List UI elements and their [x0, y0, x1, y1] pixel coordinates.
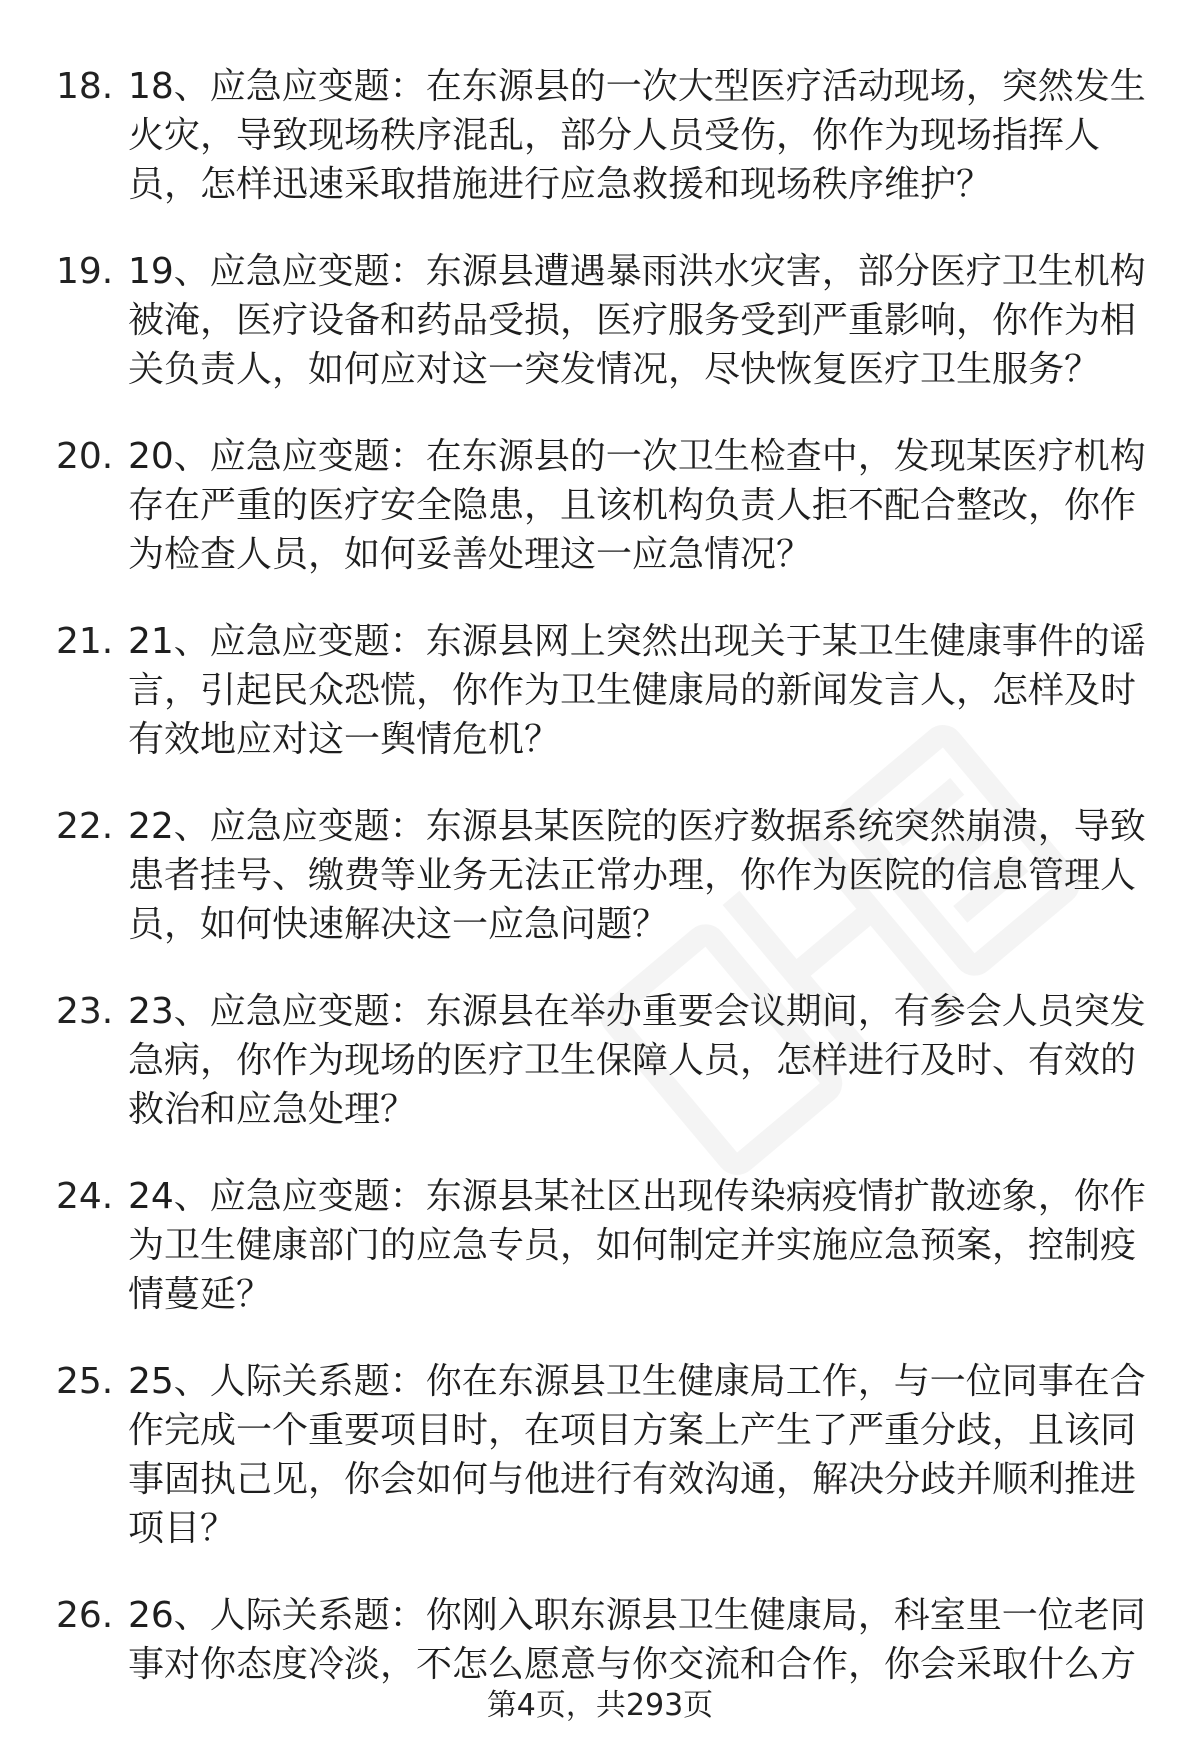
list-item-21 — [56, 617, 1156, 764]
question-text: 23、应急应变题：东源县在举办重要会议期间，有参会人员突发急病，你作为现场的医疗卫生保障人员，怎样进行及时、有效的救治和应急处理？ — [128, 991, 1146, 1130]
question-text: 18、应急应变题：在东源县的一次大型医疗活动现场，突然发生火灾，导致现场秩序混乱，部分人员受伤，你作为现场指挥人员，怎样迅速采取措施进行应急救援和现场秩序维护？ — [128, 66, 1146, 205]
list-item-24 — [56, 1172, 1156, 1319]
question-text: 20、应急应变题：在东源县的一次卫生检查中，发现某医疗机构存在严重的医疗安全隐患，且该机构负责人拒不配合整改，你作为检查人员，如何妥善处理这一应急情况？ — [128, 436, 1146, 575]
item-number: 19. — [56, 251, 114, 292]
item-number: 23. — [56, 991, 114, 1032]
question-text: 21、应急应变题：东源县网上突然出现关于某卫生健康事件的谣言，引起民众恐慌，你作为卫生健康局的新闻发言人，怎样及时有效地应对这一舆情危机？ — [128, 621, 1146, 760]
item-number: 26. — [56, 1595, 114, 1636]
list-item-26 — [56, 1591, 1156, 1689]
list-item-20 — [56, 432, 1156, 579]
item-number: 25. — [56, 1361, 114, 1402]
list-item-23 — [56, 987, 1156, 1134]
page-footer: 第4页，共293页 — [486, 1688, 714, 1723]
item-number: 18. — [56, 66, 114, 107]
question-text: 25、人际关系题：你在东源县卫生健康局工作，与一位同事在合作完成一个重要项目时，在项目方案上产生了严重分歧，且该同事固执己见，你会如何与他进行有效沟通，解决分歧并顺利推进项目？ — [128, 1361, 1146, 1549]
item-number: 20. — [56, 436, 114, 477]
list-item-19 — [56, 247, 1156, 394]
question-list — [56, 62, 1156, 1727]
question-text: 24、应急应变题：东源县某社区出现传染病疫情扩散迹象，你作为卫生健康部门的应急专员，如何制定并实施应急预案，控制疫情蔓延？ — [128, 1176, 1146, 1315]
list-item-18 — [56, 62, 1156, 209]
item-number: 22. — [56, 806, 114, 847]
list-item-22 — [56, 802, 1156, 949]
question-text: 26、人际关系题：你刚入职东源县卫生健康局，科室里一位老同事对你态度冷淡，不怎么愿意与你交流和合作，你会采取什么方 — [128, 1595, 1146, 1685]
list-item-25 — [56, 1357, 1156, 1553]
question-text: 19、应急应变题：东源县遭遇暴雨洪水灾害，部分医疗卫生机构被淹，医疗设备和药品受损，医疗服务受到严重影响，你作为相关负责人，如何应对这一突发情况，尽快恢复医疗卫生服务？ — [128, 251, 1146, 390]
item-number: 21. — [56, 621, 114, 662]
question-text: 22、应急应变题：东源县某医院的医疗数据系统突然崩溃，导致患者挂号、缴费等业务无法正常办理，你作为医院的信息管理人员，如何快速解决这一应急问题？ — [128, 806, 1146, 945]
item-number: 24. — [56, 1176, 114, 1217]
